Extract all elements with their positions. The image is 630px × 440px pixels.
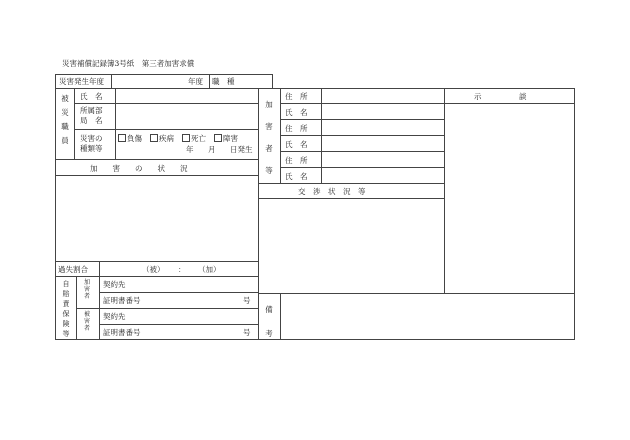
victim-name-field[interactable] xyxy=(116,89,257,103)
damage-status-header: 加 害 の 状 況 xyxy=(90,164,188,173)
settlement-field[interactable] xyxy=(445,104,574,292)
type-label-1: 災害の xyxy=(80,134,103,143)
perp-cert-label: 証明書番号 xyxy=(103,296,141,305)
death-checkbox[interactable] xyxy=(182,134,190,142)
negotiation-header: 交 渉 状 況 等 xyxy=(298,187,366,196)
fault-sep: ： xyxy=(178,265,186,274)
dept-field[interactable] xyxy=(116,104,257,129)
disaster-date-label: 災害発生年度 xyxy=(59,77,104,86)
insurance-perp-label: 加害者 xyxy=(83,279,90,300)
negotiation-field[interactable] xyxy=(259,199,444,293)
perp-cert-no: 号 xyxy=(243,296,251,305)
remarks-field[interactable] xyxy=(281,294,574,339)
damage-status-field[interactable] xyxy=(56,176,257,260)
settlement-header: 示 談 xyxy=(474,92,527,101)
year-label: 年度 xyxy=(188,77,203,86)
injury-option[interactable]: 負傷 xyxy=(118,134,142,143)
victim-name-label: 氏 名 xyxy=(80,92,103,101)
injury-checkbox[interactable] xyxy=(118,134,126,142)
victim-cert-no: 号 xyxy=(243,328,251,337)
perp-row-3: 住 所 xyxy=(285,124,308,133)
illness-checkbox[interactable] xyxy=(150,134,158,142)
disability-option[interactable]: 障害 xyxy=(214,134,238,143)
perp-row-6: 氏 名 xyxy=(285,172,308,181)
illness-option[interactable]: 疾病 xyxy=(150,134,174,143)
perp-row-4: 氏 名 xyxy=(285,140,308,149)
fault-victim: （被） xyxy=(142,265,165,274)
death-option[interactable]: 死亡 xyxy=(182,134,206,143)
date-year: 年 xyxy=(186,145,194,154)
victim-contract-label: 契約先 xyxy=(103,312,126,321)
dept-label-1: 所属部 xyxy=(80,106,103,115)
perp-row-5: 住 所 xyxy=(285,156,308,165)
fault-perp: （加） xyxy=(198,265,221,274)
perp-contract-label: 契約先 xyxy=(103,280,126,289)
remarks-label: 備考 xyxy=(265,305,273,338)
page-title: 災害補償記録簿3号紙 第三者加害求償 xyxy=(62,59,195,68)
date-day: 日発生 xyxy=(230,145,253,154)
date-month: 月 xyxy=(208,145,216,154)
victim-cert-label: 証明書番号 xyxy=(103,328,141,337)
job-label: 職 種 xyxy=(212,77,235,86)
insurance-label: 自賠責保険等 xyxy=(62,280,70,338)
perp-row-1: 住 所 xyxy=(285,92,308,101)
insurance-victim-label: 被害者 xyxy=(83,311,90,332)
fault-ratio-label: 過失割合 xyxy=(58,265,88,274)
type-label-2: 種類等 xyxy=(80,144,103,153)
job-field[interactable] xyxy=(234,74,273,89)
dept-label-2: 局 名 xyxy=(80,116,103,125)
perp-row-2: 氏 名 xyxy=(285,108,308,117)
perpetrator-label: 加害者等 xyxy=(265,100,273,175)
victim-label: 被災職員 xyxy=(61,94,69,145)
disability-checkbox[interactable] xyxy=(214,134,222,142)
